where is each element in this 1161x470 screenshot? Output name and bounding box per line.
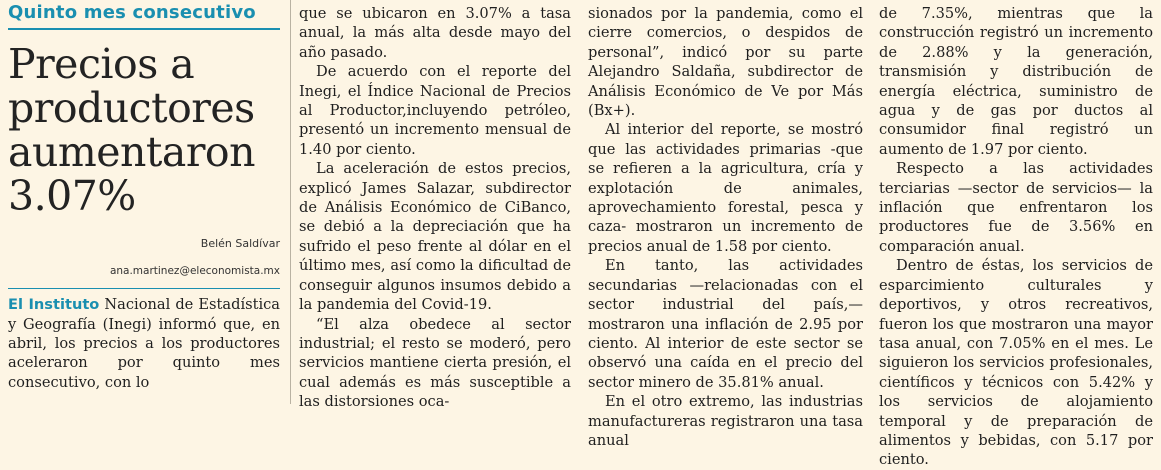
paragraph: En tanto, las actividades secundarias —relacionadas con el sector industrial del país,— mostraron una inflación de 2.95 por ciento. Al interior de este sector se observó una caída en el precio del sector minero de 35.81% anual.	[588, 257, 863, 391]
column-3	[588, 4, 863, 450]
kicker: Quinto mes consecutivo	[8, 2, 256, 23]
column-divider	[290, 0, 291, 404]
paragraph: sionados por la pandemia, como el cierre comercios, o despidos de personal”, indicó por su parte Alejandro Saldaña, subdirector de Análisis Económico de Ve por Más (Bx+).	[588, 5, 863, 120]
headline	[8, 40, 280, 221]
paragraph: Respecto a las actividades terciarias —sector de servicios— la inflación que enfrentaron los productores fue de 3.56% en comparación anual.	[879, 160, 1153, 255]
paragraph: que se ubicaron en 3.07% a tasa anual, la más alta desde mayo del año pasado.	[299, 5, 571, 61]
paragraph: “El alza obedece al sector industrial; el resto se moderó, pero servicios mantiene cierta presión, el cual además es más susceptible a las distorsiones oca-	[299, 315, 571, 411]
paragraph: De acuerdo con el reporte del Inegi, el Índice Nacional de Precios al Productor,incluyendo petróleo, presentó un incremento mensual de 1.40 por ciento.	[299, 63, 571, 158]
column-4	[879, 4, 1153, 470]
headline-line: aumentaron	[8, 128, 256, 177]
author-email: ana.martinez@eleconomista.mx	[109, 264, 280, 277]
byline: Belén Saldívar	[200, 237, 280, 251]
headline-line: 3.07%	[8, 172, 136, 221]
paragraph: de 7.35%, mientras que la construcción registró un incremento de 2.88% y la generación, transmisión y distribución de energía eléctrica, suministro de agua y de gas por ductos al consumidor final registró un aumento de 1.97 por ciento.	[879, 5, 1153, 158]
paragraph	[8, 295, 280, 392]
paragraph-text: Nacional de Estadística y Geografía (Inegi) informó que, en abril, los precios a los productores aceleraron por quinto mes consecutivo, con lo	[8, 296, 281, 391]
headline-line: productores	[8, 84, 255, 133]
column-1	[8, 0, 280, 392]
headline-line: Precios a	[8, 40, 195, 89]
paragraph: La aceleración de estos precios, explicó James Salazar, subdirector de Análisis Económico de CiBanco, se debió a la depreciación que ha sufrido el peso frente al dólar en el último mes, así como la dificultad de conseguir algunos insumos debido a la pandemia del Covid-19.	[299, 160, 571, 314]
byline-rule	[8, 288, 280, 289]
paragraph: Dentro de éstas, los servicios de esparcimiento culturales y deportivos, y otros recreativos, fueron los que mostraron una mayor tasa anual, con 7.05% en el mes. Le siguieron los servicios profesionales, científicos y técnicos con 5.42% y los servicios de alojamiento temporal y de preparación de alimentos y bebidas, con 5.17 por ciento.	[879, 257, 1153, 469]
column-2	[299, 4, 571, 412]
paragraph: En el otro extremo, las industrias manufactureras registraron una tasa anual	[588, 393, 863, 449]
kicker-rule	[8, 28, 280, 30]
lead-words: El Instituto	[8, 296, 100, 314]
paragraph: Al interior del reporte, se mostró que las actividades primarias -que se refieren a la agricultura, cría y explotación de animales, aprovechamiento forestal, pesca y caza- mostraron un incremento de precios anual de 1.58 por ciento.	[588, 121, 863, 255]
